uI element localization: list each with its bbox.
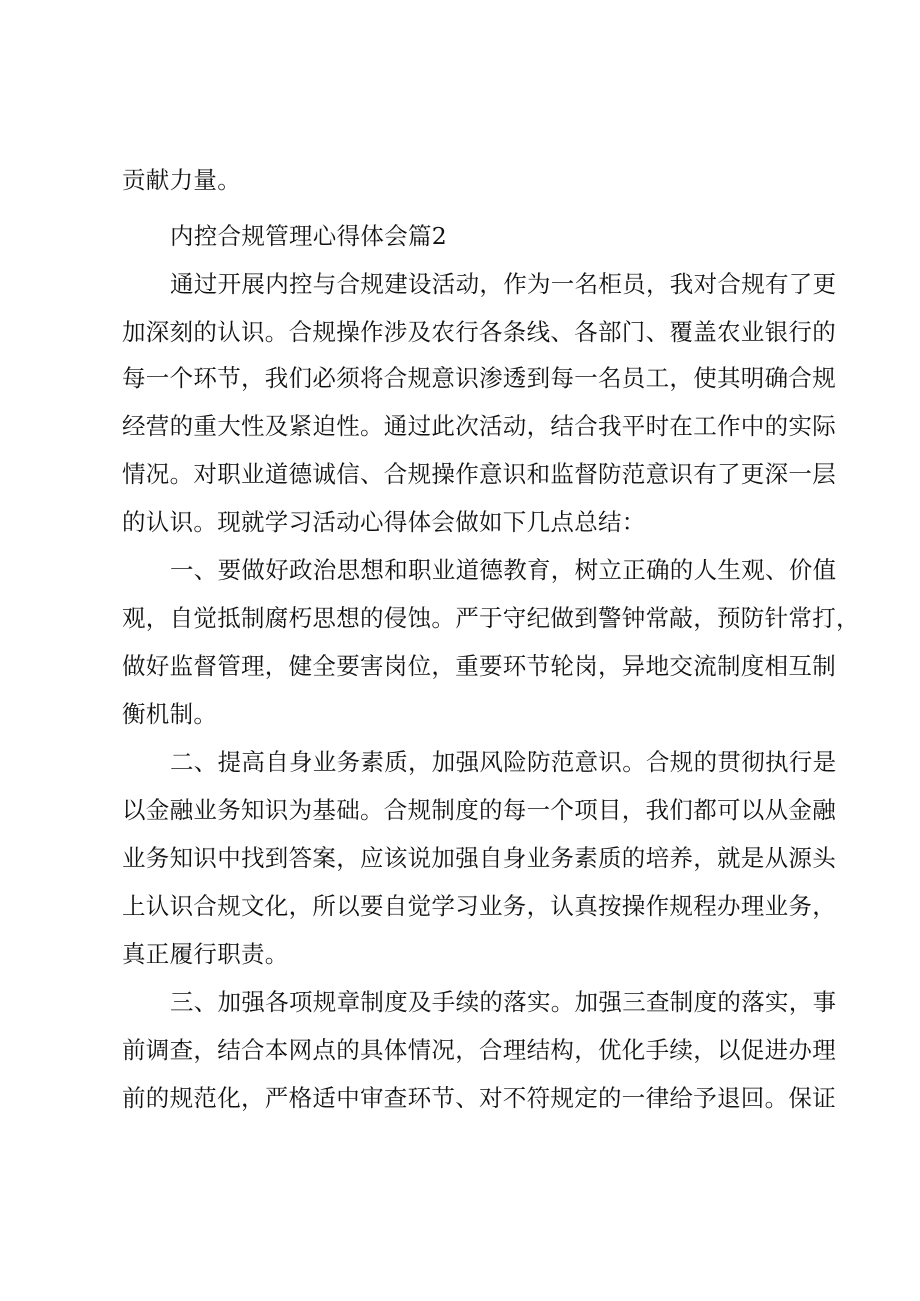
text-line: 加深刻的认识。合规操作涉及农行各条线、各部门、覆盖农业银行的 <box>122 318 836 346</box>
text-line: 经营的重大性及紧迫性。通过此次活动，结合我平时在工作中的实际 <box>122 412 836 440</box>
text-line: 前的规范化，严格适中审查环节、对不符规定的一律给予退回。保证 <box>122 1084 836 1112</box>
text-line: 二、提高自身业务素质，加强风险防范意识。合规的贯彻执行是 <box>170 748 837 776</box>
text-line: 贡献力量。 <box>122 166 241 194</box>
text-line: 通过开展内控与合规建设活动，作为一名柜员，我对合规有了更 <box>170 270 837 298</box>
text-line: 真正履行职责。 <box>122 940 289 968</box>
text-line: 每一个环节，我们必须将合规意识渗透到每一名员工，使其明确合规 <box>122 364 836 392</box>
text-line: 业务知识中找到答案，应该说加强自身业务素质的培养，就是从源头 <box>122 844 836 872</box>
text-line: 以金融业务知识为基础。合规制度的每一个项目，我们都可以从金融 <box>122 796 836 824</box>
text-line: 一、要做好政治思想和职业道德教育，树立正确的人生观、价值 <box>170 556 837 584</box>
text-line: 前调查，结合本网点的具体情况，合理结构，优化手续，以促进办理 <box>122 1036 836 1064</box>
section-heading: 内控合规管理心得体会篇2 <box>170 222 448 250</box>
text-line: 情况。对职业道德诚信、合规操作意识和监督防范意识有了更深一层 <box>122 460 836 488</box>
text-line: 的认识。现就学习活动心得体会做如下几点总结： <box>122 508 646 536</box>
text-line: 衡机制。 <box>122 700 218 728</box>
text-line: 做好监督管理，健全要害岗位，重要环节轮岗，异地交流制度相互制 <box>122 652 836 680</box>
text-line: 三、加强各项规章制度及手续的落实。加强三查制度的落实，事 <box>170 988 837 1016</box>
text-line: 上认识合规文化，所以要自觉学习业务，认真按操作规程办理业务， <box>122 892 836 920</box>
text-line: 观，自觉抵制腐朽思想的侵蚀。严于守纪做到警钟常敲，预防针常打， <box>122 604 860 632</box>
